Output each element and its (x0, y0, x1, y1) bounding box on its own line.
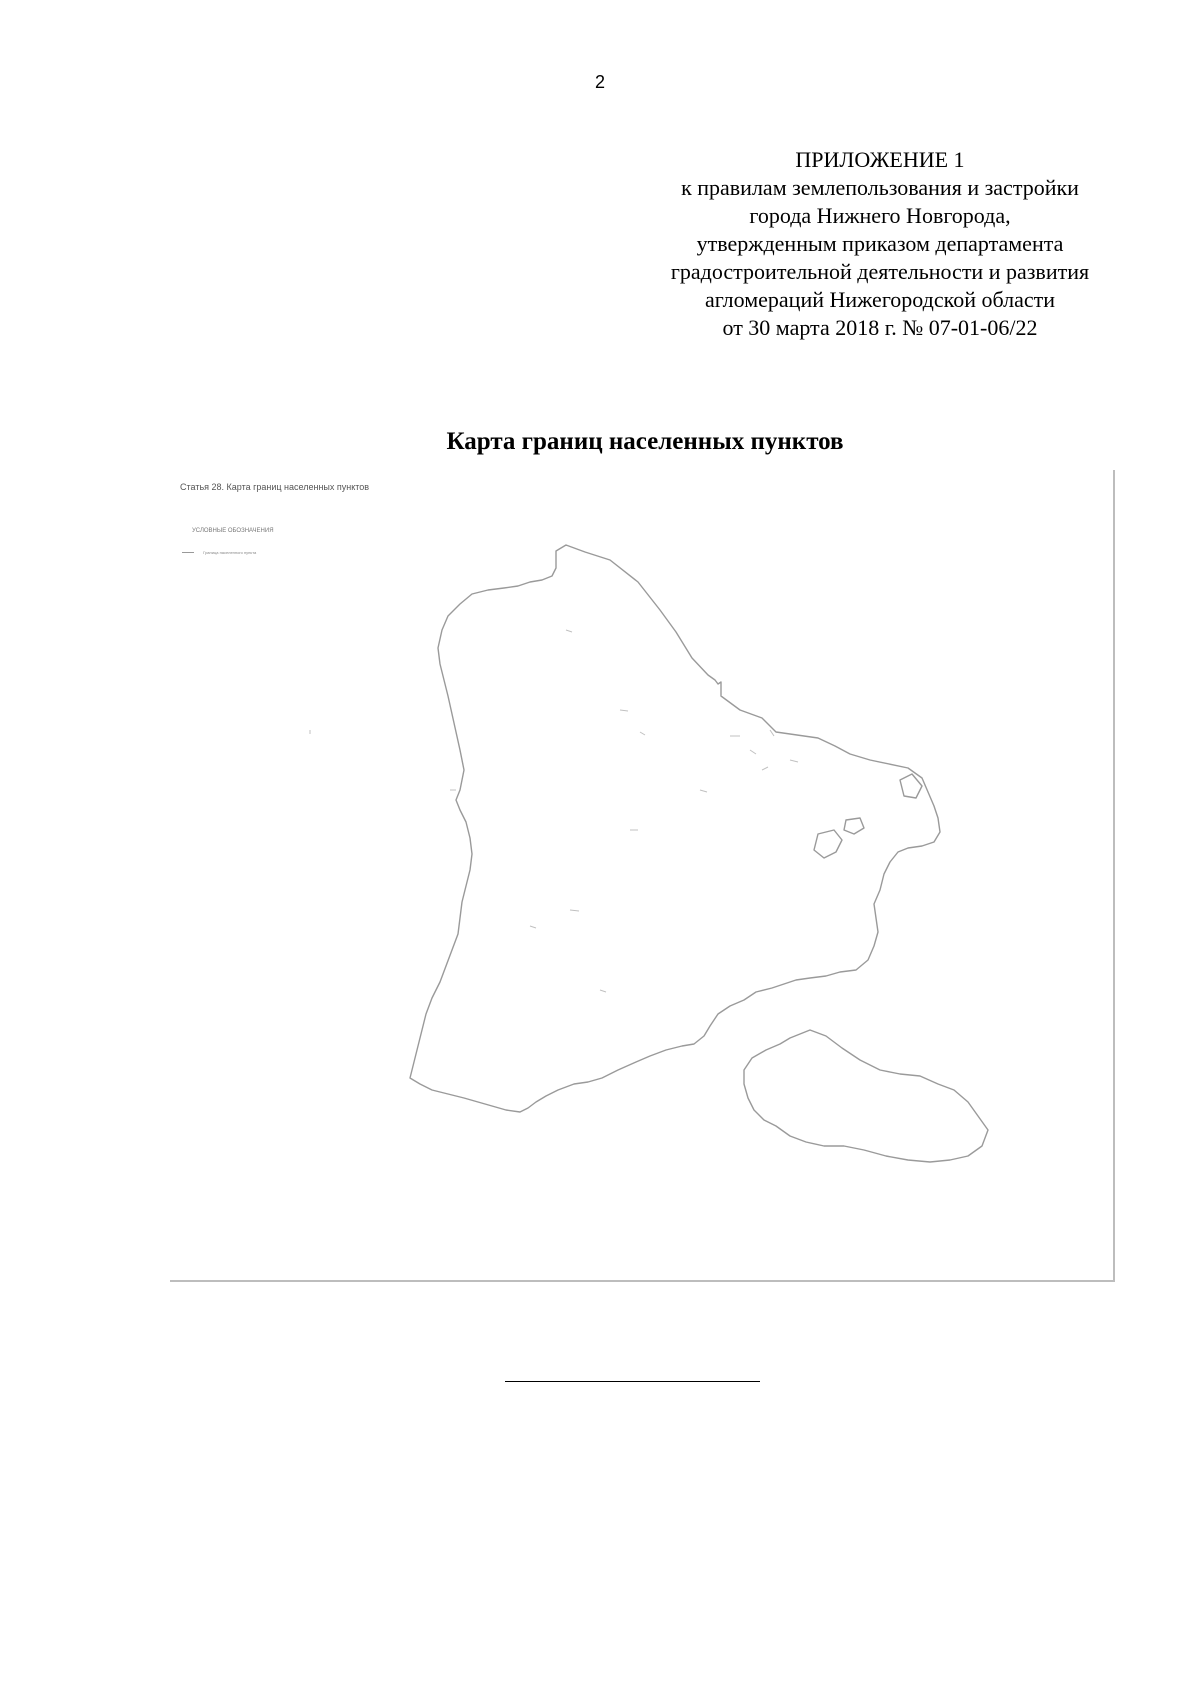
appendix-line: градостроительной деятельности и развития (670, 259, 1090, 284)
island-settlement-boundary (744, 1030, 988, 1162)
enclave-boundary (814, 830, 842, 858)
map-speck (600, 990, 606, 992)
end-rule (505, 1381, 760, 1382)
map-speck (566, 630, 572, 632)
map-speck (570, 910, 579, 911)
map-frame (170, 470, 1115, 1282)
page-number: 2 (594, 72, 605, 92)
main-settlement-boundary (410, 545, 940, 1112)
map-speck (770, 730, 774, 736)
document-title: Карта границ населенных пунктов (446, 428, 844, 455)
appendix-block (640, 146, 1120, 342)
map-speck (790, 760, 798, 762)
appendix-line: ПРИЛОЖЕНИЕ 1 (795, 147, 965, 172)
city-boundary-map (170, 470, 1115, 1282)
map-speck (700, 790, 707, 792)
appendix-line: к правилам землепользования и застройки (681, 175, 1079, 200)
map-speck (620, 710, 628, 711)
map-speck (640, 732, 645, 735)
legend-boundary-label: Граница населенного пункта (203, 550, 257, 555)
map-speck (750, 750, 756, 754)
appendix-line: от 30 марта 2018 г. № 07-01-06/22 (722, 315, 1038, 340)
map-speck (530, 926, 536, 928)
enclave-boundary (900, 774, 922, 798)
map-legend-title: УСЛОВНЫЕ ОБОЗНАЧЕНИЯ (192, 528, 274, 534)
appendix-line: утвержденным приказом департамента (696, 231, 1064, 256)
map-speck (762, 767, 768, 770)
map-caption: Статья 28. Карта границ населенных пунктов (180, 482, 370, 492)
appendix-line: города Нижнего Новгорода, (749, 203, 1011, 228)
enclave-boundary (844, 818, 864, 834)
appendix-line: агломераций Нижегородской области (704, 287, 1056, 312)
